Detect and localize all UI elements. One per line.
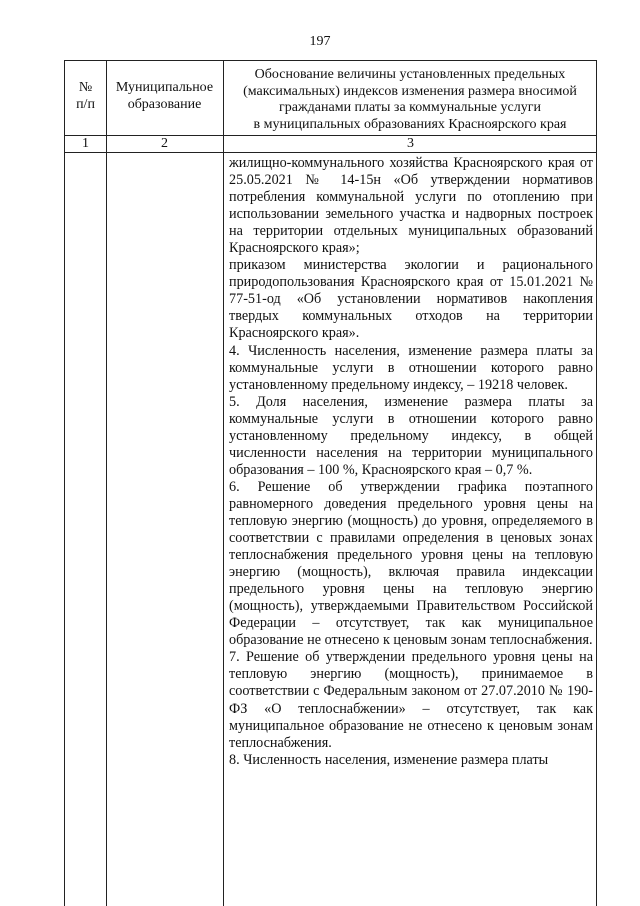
- column-divider: [106, 61, 107, 906]
- data-table: [64, 60, 597, 906]
- paragraph: 5. Доля населения, изменение размера платы за коммунальные услуги в отношении которого равно установленному предельному индексу, в общей численности населения на территории муниципального образования – 100 %, Красноярского края – 0,7 %.: [229, 393, 593, 478]
- column-divider: [223, 61, 224, 906]
- header-number: № п/п: [76, 80, 95, 112]
- column-number-3: 3: [407, 136, 414, 151]
- paragraph: приказом министерства экологии и рационального природопользования Красноярского края от 15.01.2021 № 77-51-од «Об установлении нормативов накопления твердых коммунальных отходов на территории Красноярского края».: [229, 257, 593, 342]
- header-justification: Обоснование величины установленных предельных (максимальных) индексов изменения размера вносимой гражданами платы за коммунальные услуги в муниципальных образованиях Красноярского края: [243, 67, 577, 132]
- paragraph: 6. Решение об утверждении графика поэтапного равномерного доведения предельного уровня цены на тепловую энергию (мощность) до уровня, определяемого в соответствии с правилами определения в ценовых зонах теплоснабжения предельного уровня цены на тепловую энергию (мощность), включая правила индексации предельного уровня цены на тепловую энергию (мощность), утверждаемыми Правительством Российской Федерации – отсутствует, так как муниципальное образование не отнесено к ценовым зонам теплоснабжения.: [229, 478, 593, 649]
- justification-cell: [229, 155, 593, 769]
- page-number: 197: [309, 34, 331, 49]
- column-number-2: 2: [161, 136, 168, 151]
- paragraph: 8. Численность населения, изменение размера платы: [229, 751, 549, 768]
- header-municipality: Муниципальное образование: [115, 80, 214, 112]
- column-number-1: 1: [82, 136, 89, 151]
- paragraph: жилищно-коммунального хозяйства Красноярского края от 25.05.2021 № 14-15н «Об утверждении нормативов потребления коммунальной услуги по отоплению при использовании земельного участка и надворных построек на территории отдельных муниципальных образований Красноярского края»;: [229, 155, 593, 257]
- paragraph: 4. Численность населения, изменение размера платы за коммунальные услуги в отношении которого равно установленному предельному индексу, – 19218 человек.: [229, 342, 593, 393]
- column-numbers-bottom-rule: [65, 152, 596, 153]
- paragraph: 7. Решение об утверждении предельного уровня цены на тепловую энергию (мощность), принимаемое в соответствии с Федеральным законом от 27.07.2010 № 190-ФЗ «О теплоснабжении» – отсутствует, так как муниципальное образование не отнесено к ценовым зонам теплоснабжения.: [229, 649, 593, 751]
